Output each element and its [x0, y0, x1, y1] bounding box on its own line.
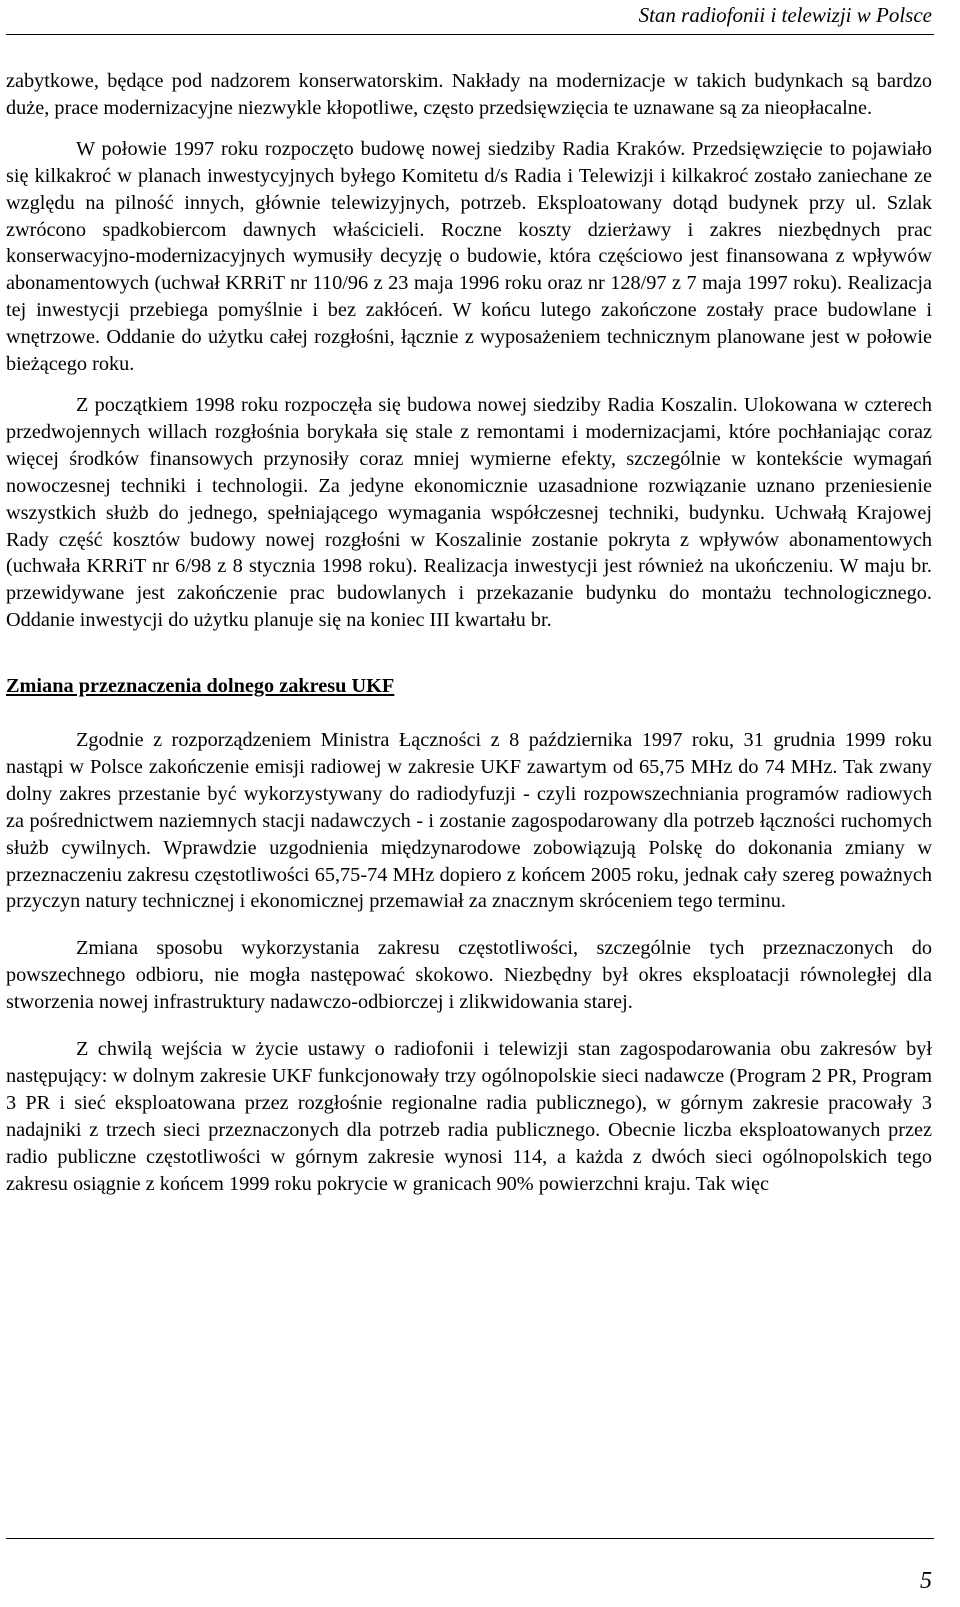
section-paragraph-3: Z chwilą wejścia w życie ustawy o radiofonii i telewizji stan zagospodarowania obu zakresów był następujący: w dolnym zakresie UKF funkcjonowały trzy ogólnopolskie sieci nadawcze (Program 2 PR, Program 3 PR i sieć eksploatowana przez rozgłośnie regionalne radia publicznego), w górnym zakresie pracowały 3 nadajniki z trzech sieci przeznaczonych dla potrzeb radia publicznego. Obecnie liczba eksploatowanych przez radio publiczne częstotliwości w górnym zakresie wynosi 114, a każda z dwóch sieci ogólnopolskich tego zakresu osiągnie z końcem 1999 roku pokrycie w granicach 90% powierzchni kraju. Tak więc — [6, 1038, 932, 1195]
paragraph-radio-krakow: W połowie 1997 roku rozpoczęto budowę nowej siedziby Radia Kraków. Przedsięwzięcie to pojawiało się kilkakroć w planach inwestycyjnych byłego Komitetu d/s Radia i Telewizji i kilkakroć zostało zaniechane ze względu na pilność innych, głównie telewizyjnych, potrzeb. Eksploatowany dotąd budynek przy ul. Szlak zwrócono spadkobiercom dawnych właścicieli. Roczne koszty dzierżawy i zakres niezbędnych prac konserwacyjno-modernizacyjnych wymusiły decyzję o budowie, która częściowo jest finansowana z wpływów abonamentowych (uchwał KRRiT nr 110/96 z 23 maja 1996 roku oraz nr 128/97 z 7 maja 1997 roku). Realizacja tej inwestycji przebiega pomyślnie i bez zakłóceń. W końcu lutego zakończone zostały prace budowlane i wnętrzowe. Oddanie do użytku całej rozgłośni, łącznie z wyposażeniem technicznym planowane jest w połowie bieżącego roku. — [6, 137, 932, 376]
page-content — [6, 68, 932, 1198]
page-number: 5 — [920, 1568, 932, 1594]
paragraph-radio-koszalin: Z początkiem 1998 roku rozpoczęła się budowa nowej siedziby Radia Koszalin. Ulokowana w czterech przedwojennych willach rozgłośnia borykała się stale z remontami i modernizacjami, które pochłaniając coraz więcej środków finansowych przynosiły coraz mniej wymierne efekty, szczególnie w kontekście wymagań nowoczesnej techniki i technologii. Za jedyne ekonomicznie uzasadnione rozwiązanie uznano przeniesienie wszystkich służb do jednego, spełniającego wymagania współczesnej techniki, budynku. Uchwałą Krajowej Rady część kosztów budowy nowej rozgłośni w Koszalinie zostanie pokryta z wpływów abonamentowych (uchwała KRRiT nr 6/98 z 8 stycznia 1998 roku). Realizacja inwestycji jest również na ukończeniu. W maju br. przewidywane jest zakończenie prac budowlanych i przekazanie budynku do montażu technologicznego. Oddanie inwestycji do użytku planuje się na koniec III kwartału br. — [6, 393, 932, 632]
footer-rule — [6, 1538, 934, 1539]
section-paragraph-1: Zgodnie z rozporządzeniem Ministra Łączności z 8 października 1997 roku, 31 grudnia 1999 roku nastąpi w Polsce zakończenie emisji radiowej w zakresie UKF zawartym od 65,75 MHz do 74 MHz. Tak zwany dolny zakres przestanie być wykorzystywany do radiodyfuzji - czyli rozpowszechniania programów radiowych za pośrednictwem naziemnych stacji nadawczych - i zostanie zagospodarowany dla potrzeb łączności ruchomych służb cywilnych. Wprawdzie uzgodnienia międzynarodowe zobowiązują Polskę do dokonania zmiany w przeznaczeniu zakresu częstotliwości 65,75-74 MHz dopiero z końcem 2005 roku, jednak cały szereg poważnych przyczyn natury technicznej i ekonomicznej przemawiał za znacznym skróceniem tego terminu. — [6, 729, 932, 913]
section-paragraph-2: Zmiana sposobu wykorzystania zakresu częstotliwości, szczególnie tych przeznaczonych do powszechnego odbioru, nie mogła następować skokowo. Niezbędny był okres eksploatacji równoległej dla stworzenia nowej infrastruktury nadawczo-odbiorczej i zlikwidowania starej. — [6, 937, 932, 1014]
running-header-title: Stan radiofonii i telewizji w Polsce — [638, 3, 932, 27]
paragraph-continuation: zabytkowe, będące pod nadzorem konserwatorskim. Nakłady na modernizacje w takich budynkach są bardzo duże, prace modernizacyjne niezwykle kłopotliwe, często przedsięwzięcia te uznawane są za nieopłacalne. — [6, 70, 932, 119]
section-heading: Zmiana przeznaczenia dolnego zakresu UKF — [6, 675, 395, 698]
header-rule — [6, 34, 934, 35]
